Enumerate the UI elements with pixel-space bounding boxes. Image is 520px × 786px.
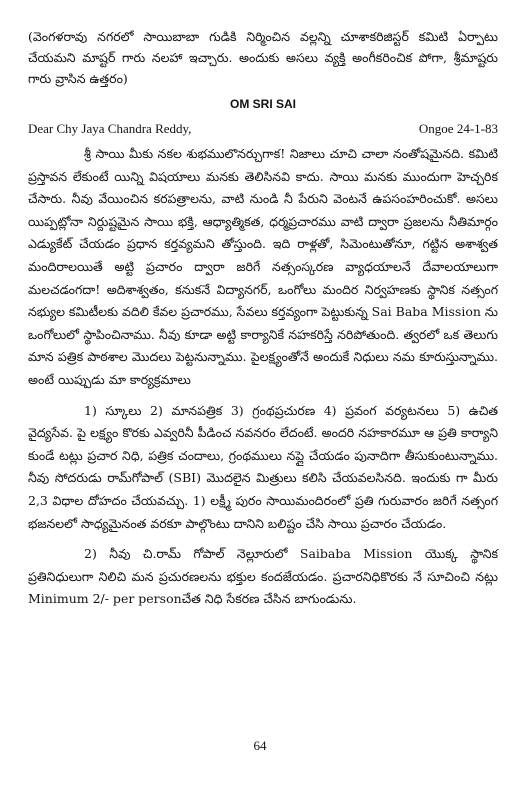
paragraph: 2) నీవు చి.రామ్ గోపాల్ నెల్లూరులో Saibaba Mission యొక్క స్థానిక ప్రతినిధులుగా నిలిచి మన ప్రచురణలను భక్తుల కందజేయడం. ప్రచారనిధికొరకు నే సూచించి నట్లు Minimum 2/- per personచేత నిధి సేకరణ చేసిన బాగుండును. bbox=[28, 546, 498, 607]
paragraph: 1) స్కూలు 2) మానపత్రిక 3) గ్రంథప్రచురణ 4) ప్రవంగ వర్యటనలు 5) ఉచిత వైద్యసేవ. పై లక్ష్యం కొరకు ఎవ్వరినీ పీడించ నవనరం లేదంటే. అందరి నహకారమూ ఆ ప్రతి కార్యాని కుండే టట్లు ప్రచార నిధి, పత్రిక చందాలు, గ్రంథములు నప్లై చేయడం పునాదిగా తీసుకుంటున్నాము. నీవు సోదరుడు రామ్‌గోపాల్ (SBI) మొదలైన మిత్రులు కలిసి చేయవలసినది. ఇందుకు గా మీరు 2,3 విధాల దోహదం చేయవచ్చు. 1) లక్ష్మీ పురం సాయిమందిరంలో ప్రతి గురువారం జరిగే నత్సంగ భజనలలో సాధ్యమైనంత వరకూ పాల్గొంటు దానిని బలిష్టం చేసి సాయి ప్రచారం చేయడం. bbox=[28, 402, 498, 531]
place-date: Ongoe 24-1-83 bbox=[418, 121, 498, 136]
intro-note: (వెంగళరావు నగరలో సాయిబాబా గుడికి నిర్మించిన వల్లన్ని చూశాకరిజిస్టర్ కమిటి ఏర్పాటు చేయమని మాష్టర్ గారు నలహా ఇచ్చారు. అందుకు అసలు వ్యక్తి అంగీకరించిక పోగా, శ్రీమాష్టరు గారు వ్రాసిన ఉత్తరం) bbox=[28, 29, 498, 86]
heading: OM SRI SAI bbox=[229, 97, 296, 111]
page-number: 64 bbox=[253, 738, 267, 753]
paragraph: శ్రీ సాయి మీకు నకల శుభములొనర్చుగాక! నిజాలు చూచి చాలా నంతోషమైనది. కమిటి ప్రస్తావన లేకుంటే యిన్ని విషయాలు మనకు తెలిసినవి కాదు. సాయి మనకు ముందుగా హెచ్చరిక చేసారు. నీవు వేయించిన కరపత్రాలను, వాటి నుండి నీ పేరుని వెంటనే ఉపసంహరించుకో. అసలు యిప్పట్లోనా నిర్దుష్టమైన సాయి భక్తి, ఆధ్యాత్మికత, ధర్మప్రచారము వాటి ద్వారా ప్రజలను నీతిమార్గం ఎడ్యుకేట్ చేయడం ప్రధాన కర్తవ్యమని తోస్తుంది. ఇది రాళ్లతో, సిమెంటుతోనూ, గట్టిన అశాశ్వత మందిరాలయితే అట్టి ప్రచారం ద్వారా జరిగే నత్సంస్కరణ వ్యాధయాలనే దేవాలయాలుగా మలచడంగదా! అదిశాశ్వతం, కనుకనే విద్యానగర్, ఒంగోలు మందిర నిర్వహణకు స్థానిక నత్సంగ నభ్యుల కమిటీలకు వదిలి కేవల ప్రచారము, సేవలు కర్తవ్యంగా పెట్టుకున్న Sai Baba Mission ను ఒంగోలులో స్థాపించినాము. నీవు కూడా అట్టి కార్యానికే నహకరిస్తే నరిపోతుంది. త్వరలో ఒక తెలుగు మాన పత్రిక పాఠశాల మొదలు పెట్టనున్నాము. పైలక్ష్యంతోనే అందుకే నిధులు నమ కూరుస్తున్నాము. అంటే యిప్పుడు మా కార్యక్రమాలు bbox=[28, 146, 498, 387]
salutation-row bbox=[28, 121, 498, 137]
salutation: Dear Chy Jaya Chandra Reddy, bbox=[28, 121, 192, 136]
